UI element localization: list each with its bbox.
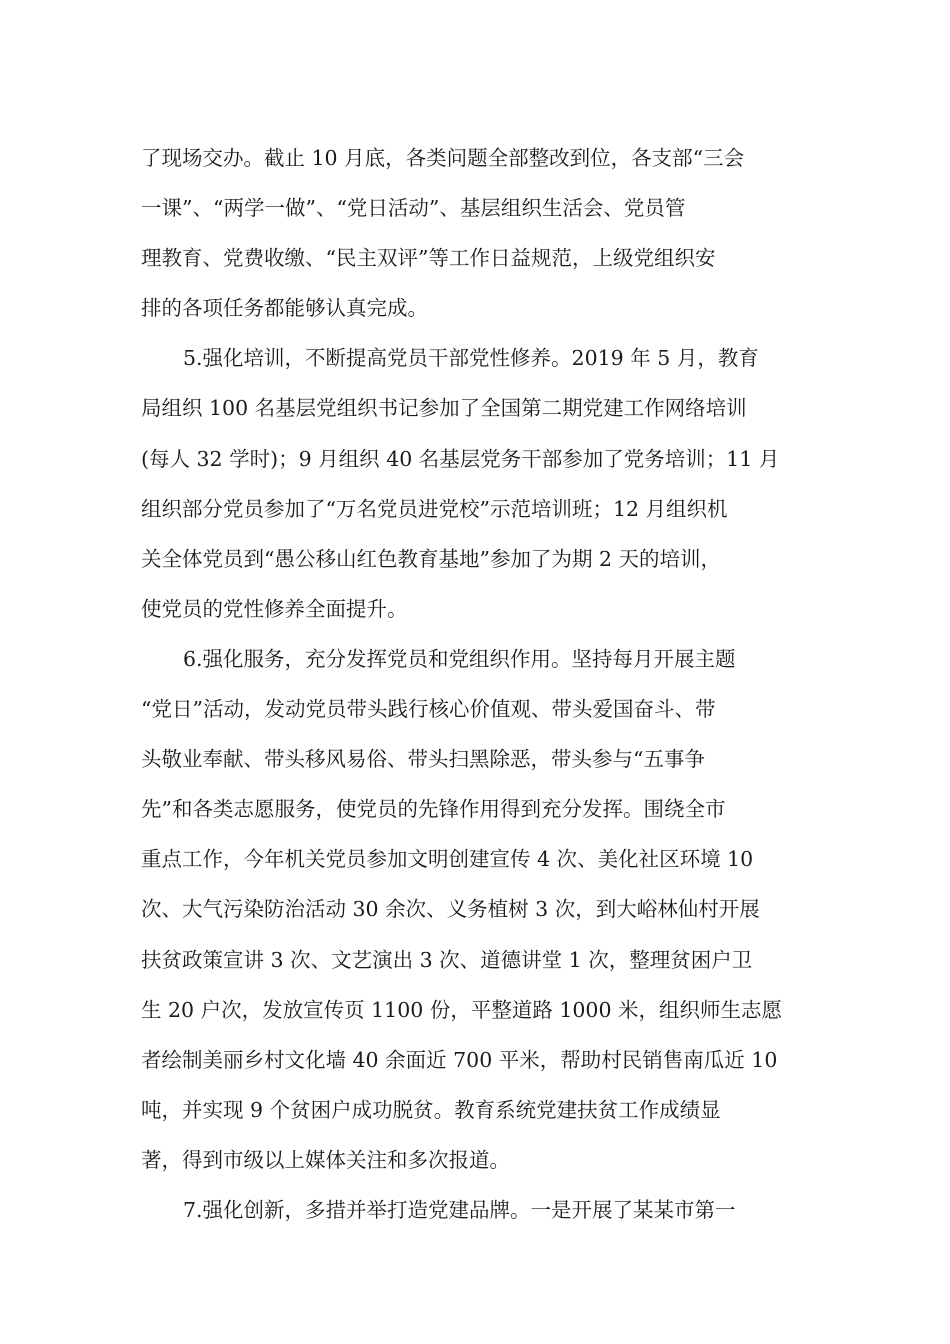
text-line: 者绘制美丽乡村文化墙 40 余面近 700 平米，帮助村民销售南瓜近 10 [141,1047,778,1072]
text-line: 了现场交办。截止 10 月底，各类问题全部整改到位，各支部“三会 [141,146,745,170]
text-line: “党日”活动，发动党员带头践行核心价值观、带头爱国奋斗、带 [141,697,716,722]
text-line: 使党员的党性修养全面提升。 [141,596,408,621]
text-line: (每人 32 学时)；9 月组织 40 名基层党务干部参加了党务培训；11 月 [141,446,780,471]
text-line: 次、大气污染防治活动 30 余次、义务植树 3 次，到大峪林仙村开展 [141,897,760,922]
text-line: 扶贫政策宣讲 3 次、文艺演出 3 次、道德讲堂 1 次，整理贫困户卫 [141,947,753,972]
text-line: 关全体党员到“愚公移山红色教育基地”参加了为期 2 天的培训， [141,546,722,571]
text-line: 组织部分党员参加了“万名党员进党校”示范培训班；12 月组织机 [141,496,728,521]
text-line: 6.强化服务，充分发挥党员和党组织作用。坚持每月开展主题 [183,646,736,671]
text-line: 一课”、“两学一做”、“党日活动”、基层组织生活会、党员管 [141,196,686,221]
text-line: 著，得到市级以上媒体关注和多次报道。 [141,1147,510,1172]
text-line: 生 20 户次，发放宣传页 1100 份，平整道路 1000 米，组织师生志愿 [141,997,783,1022]
text-line: 理教育、党费收缴、“民主双评”等工作日益规范，上级党组织安 [141,246,716,271]
text-line: 5.强化培训，不断提高党员干部党性修养。2019 年 5 月，教育 [183,346,759,371]
text-line: 局组织 100 名基层党组织书记参加了全国第二期党建工作网络培训 [141,396,747,421]
text-line: 排的各项任务都能够认真完成。 [141,296,428,321]
text-line: 重点工作，今年机关党员参加文明创建宣传 4 次、美化社区环境 10 [141,847,754,872]
text-line: 7.强化创新，多措并举打造党建品牌。一是开展了某某市第一 [183,1197,736,1222]
text-line: 头敬业奉献、带头移风易俗、带头扫黑除恶，带头参与“五事争 [141,747,705,772]
text-line: 先”和各类志愿服务，使党员的先锋作用得到充分发挥。围绕全市 [141,797,726,822]
body-text [141,133,809,1235]
text-line: 吨，并实现 9 个贫困户成功脱贫。教育系统党建扶贫工作成绩显 [141,1097,721,1122]
